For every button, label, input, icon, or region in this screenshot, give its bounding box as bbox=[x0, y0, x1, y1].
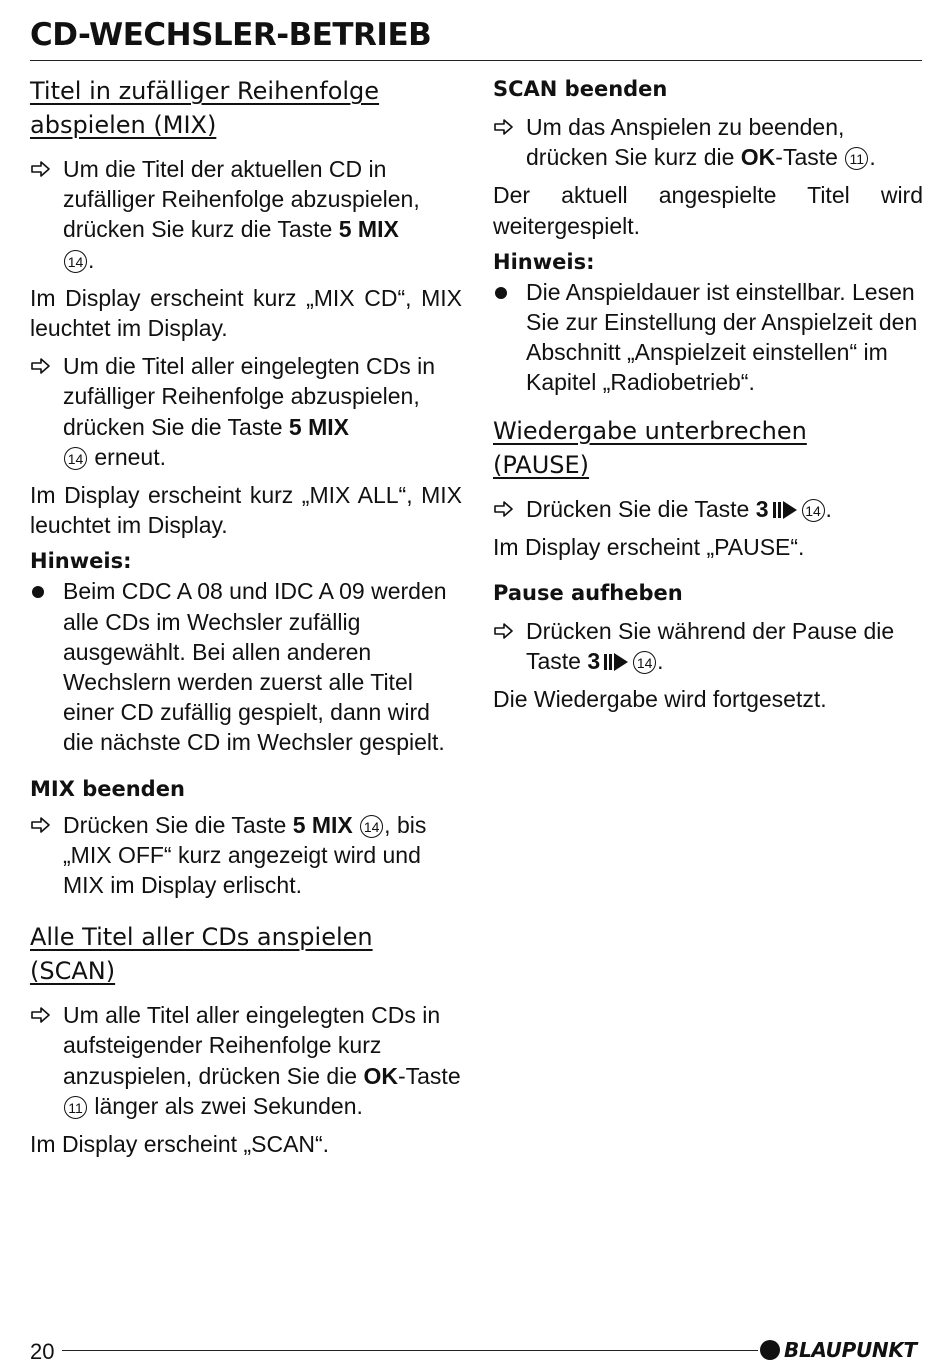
bullet-icon bbox=[495, 287, 507, 299]
page-number: 20 bbox=[30, 1339, 55, 1364]
body-text: Im Display erscheint „PAUSE“. bbox=[493, 533, 805, 560]
section-heading-pause: Wiedergabe unterbrechen (PAUSE) bbox=[493, 416, 807, 479]
key-number-badge: 11 bbox=[64, 1096, 87, 1119]
subheading-scan-end: SCAN beenden bbox=[493, 77, 668, 101]
section-heading-scan: Alle Titel aller CDs anspielen (SCAN) bbox=[30, 923, 373, 986]
instruction-step: Drücken Sie die Taste 3 14 . bbox=[493, 494, 923, 524]
key-number-badge: 11 bbox=[845, 147, 868, 170]
instruction-step: Drücken Sie die Taste 5 MIX 14 , bis „MIX OFF“ kurz angezeigt wird und MIX im Display erlischt. bbox=[30, 810, 462, 901]
arrow-right-icon bbox=[30, 810, 52, 840]
play-pause-icon bbox=[604, 652, 630, 672]
note-heading: Hinweis: bbox=[493, 249, 595, 274]
arrow-right-icon bbox=[30, 351, 52, 381]
body-text: Im Display erscheint „SCAN“. bbox=[30, 1131, 330, 1158]
arrow-right-icon bbox=[493, 112, 515, 142]
subheading-pause-end: Pause aufheben bbox=[493, 581, 683, 606]
key-number-badge: 14 bbox=[64, 250, 87, 273]
body-text: Der aktuell angespielte Titel wird weitergespielt. bbox=[493, 182, 923, 239]
section-heading-mix: Titel in zufälliger Reihenfolge abspielen (MIX) bbox=[30, 77, 380, 139]
key-number-badge: 14 bbox=[360, 815, 383, 838]
title-divider bbox=[30, 60, 922, 61]
instruction-step: Um die Titel der aktuellen CD in zufälliger Reihenfolge abzuspielen, drücken Sie kurz die Taste 5 MIX 14 . bbox=[30, 154, 462, 275]
footer-divider bbox=[62, 1350, 758, 1351]
left-column bbox=[30, 72, 462, 1159]
instruction-step: Um die Titel aller eingelegten CDs in zufälliger Reihenfolge abzuspielen, drücken Sie die Taste 5 MIX 14 erneut. bbox=[30, 351, 462, 472]
subheading-mix-end: MIX beenden bbox=[30, 776, 185, 801]
arrow-right-icon bbox=[30, 1000, 52, 1030]
note-bullet: Beim CDC A 08 und IDC A 09 werden alle CDs im Wechsler zufällig ausgewählt. Bei allen anderen Wechslern werden zuerst alle Titel einer CD zufällig gespielt, dann wird die nächste CD im Wechsler gespielt. bbox=[30, 576, 462, 757]
arrow-right-icon bbox=[493, 494, 515, 524]
note-heading: Hinweis: bbox=[30, 549, 132, 574]
arrow-right-icon bbox=[30, 154, 52, 184]
bullet-icon bbox=[32, 586, 44, 598]
page-title: CD-WECHSLER-BETRIEB bbox=[30, 17, 432, 53]
key-number-badge: 14 bbox=[633, 651, 656, 674]
instruction-step: Um das Anspielen zu beenden, drücken Sie kurz die OK-Taste 11 . bbox=[493, 112, 923, 172]
brand-dot-icon bbox=[760, 1340, 780, 1360]
body-text: Im Display erscheint kurz „MIX CD“, MIX leuchtet im Display. bbox=[30, 284, 462, 342]
key-number-badge: 14 bbox=[64, 447, 87, 470]
play-pause-icon bbox=[773, 500, 799, 520]
body-text: Im Display erscheint kurz „MIX ALL“, MIX leuchtet im Display. bbox=[30, 482, 462, 539]
key-number-badge: 14 bbox=[802, 499, 825, 522]
instruction-step: Drücken Sie während der Pause die Taste 3 14 . bbox=[493, 616, 923, 676]
body-text: Die Wiedergabe wird fortgesetzt. bbox=[493, 686, 827, 713]
right-column bbox=[493, 72, 923, 715]
arrow-right-icon bbox=[493, 616, 515, 646]
brand-logo bbox=[760, 1338, 917, 1362]
note-bullet: Die Anspieldauer ist einstellbar. Lesen Sie zur Einstellung der Anspielzeit den Abschnitt „Anspielzeit einstellen“ im Kapitel „Radiobetrieb“. bbox=[493, 277, 923, 398]
brand-name: BLAUPUNKT bbox=[784, 1338, 917, 1362]
instruction-step: Um alle Titel aller eingelegten CDs in aufsteigender Reihenfolge kurz anzuspielen, drücken Sie die OK-Taste 11 länger als zwei Sekunden. bbox=[30, 1000, 462, 1121]
